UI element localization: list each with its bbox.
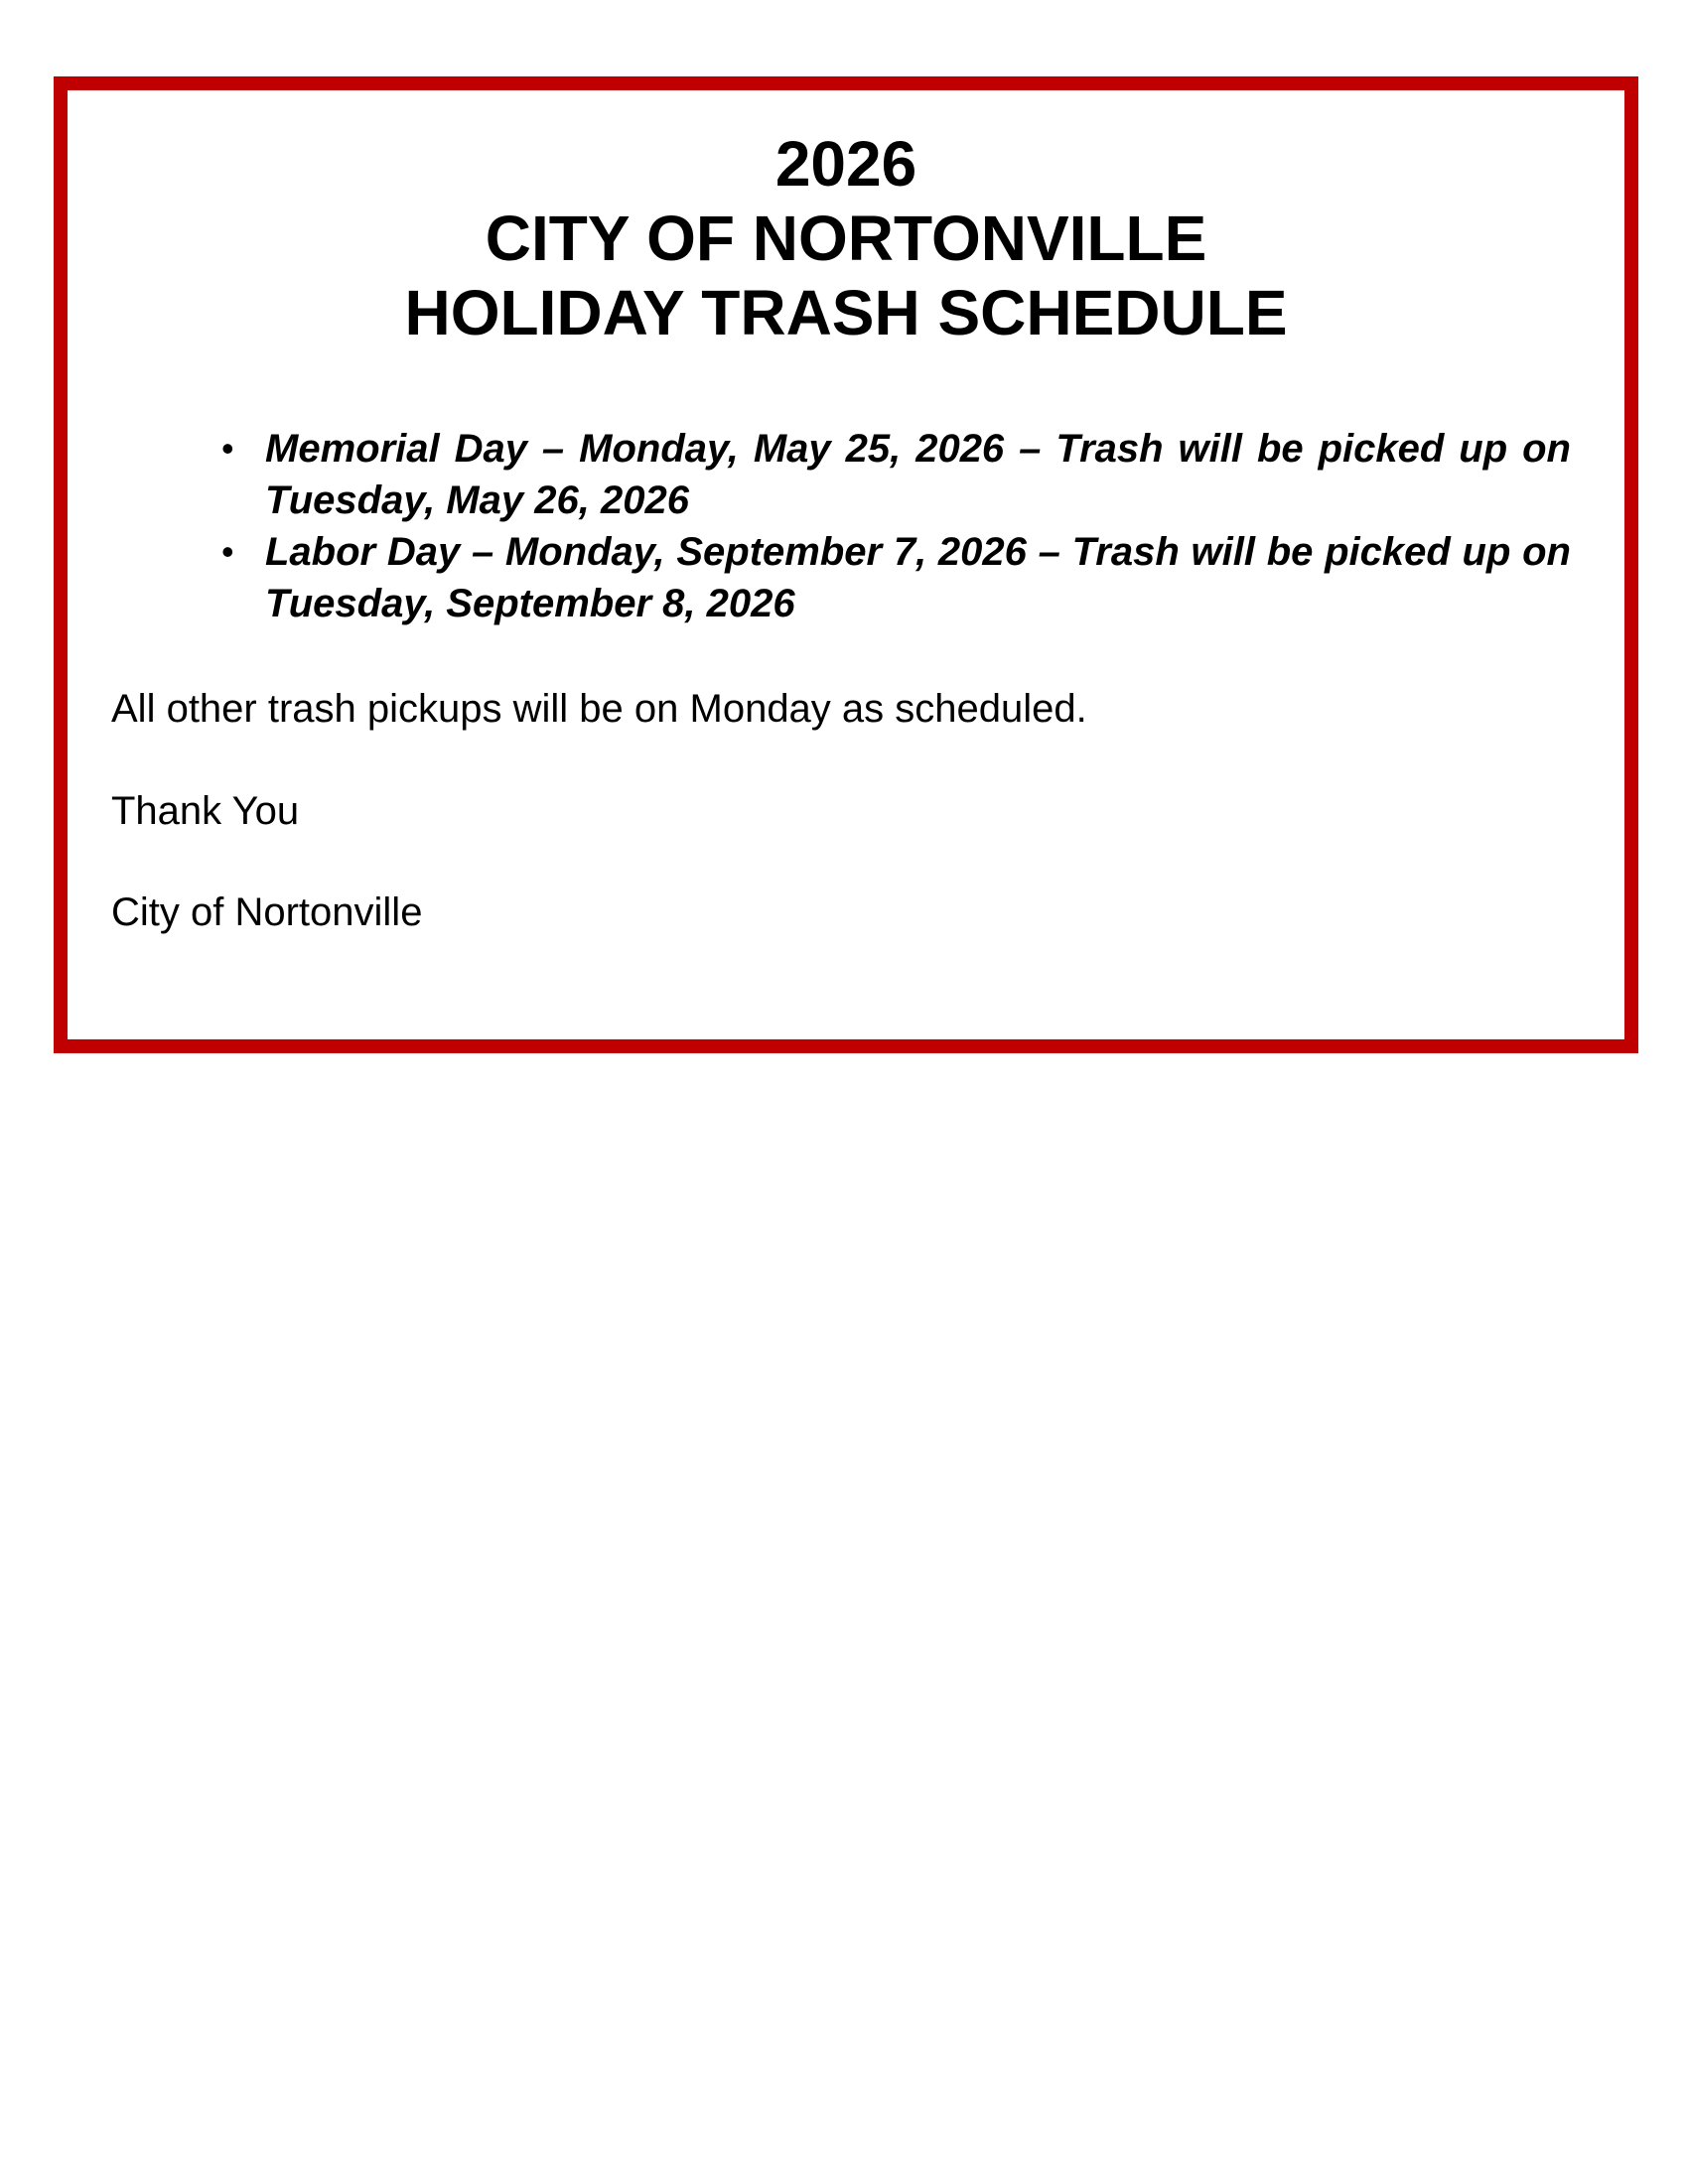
holiday-item-labor-day bbox=[155, 526, 1571, 629]
signature: City of Nortonville bbox=[111, 890, 423, 934]
title-city: CITY OF NORTONVILLE bbox=[485, 203, 1207, 274]
notice-title bbox=[68, 127, 1624, 350]
bullet-icon: • bbox=[221, 531, 234, 572]
title-year: 2026 bbox=[774, 128, 917, 200]
holiday-item-memorial-day bbox=[155, 423, 1571, 526]
closing-text: Thank You bbox=[111, 789, 300, 833]
title-subject: HOLIDAY TRASH SCHEDULE bbox=[404, 277, 1288, 348]
other-pickups-note: All other trash pickups will be on Monday as scheduled. bbox=[111, 687, 1087, 731]
holiday-text: Memorial Day – Monday, May 25, 2026 – Trash will be picked up on Tuesday, May 26, 2026 bbox=[265, 427, 1571, 522]
notice-frame bbox=[54, 76, 1638, 1053]
holiday-text: Labor Day – Monday, September 7, 2026 – Trash will be picked up on Tuesday, September 8, 2026 bbox=[265, 530, 1571, 625]
holiday-list bbox=[155, 423, 1571, 629]
bullet-icon: • bbox=[221, 428, 234, 469]
